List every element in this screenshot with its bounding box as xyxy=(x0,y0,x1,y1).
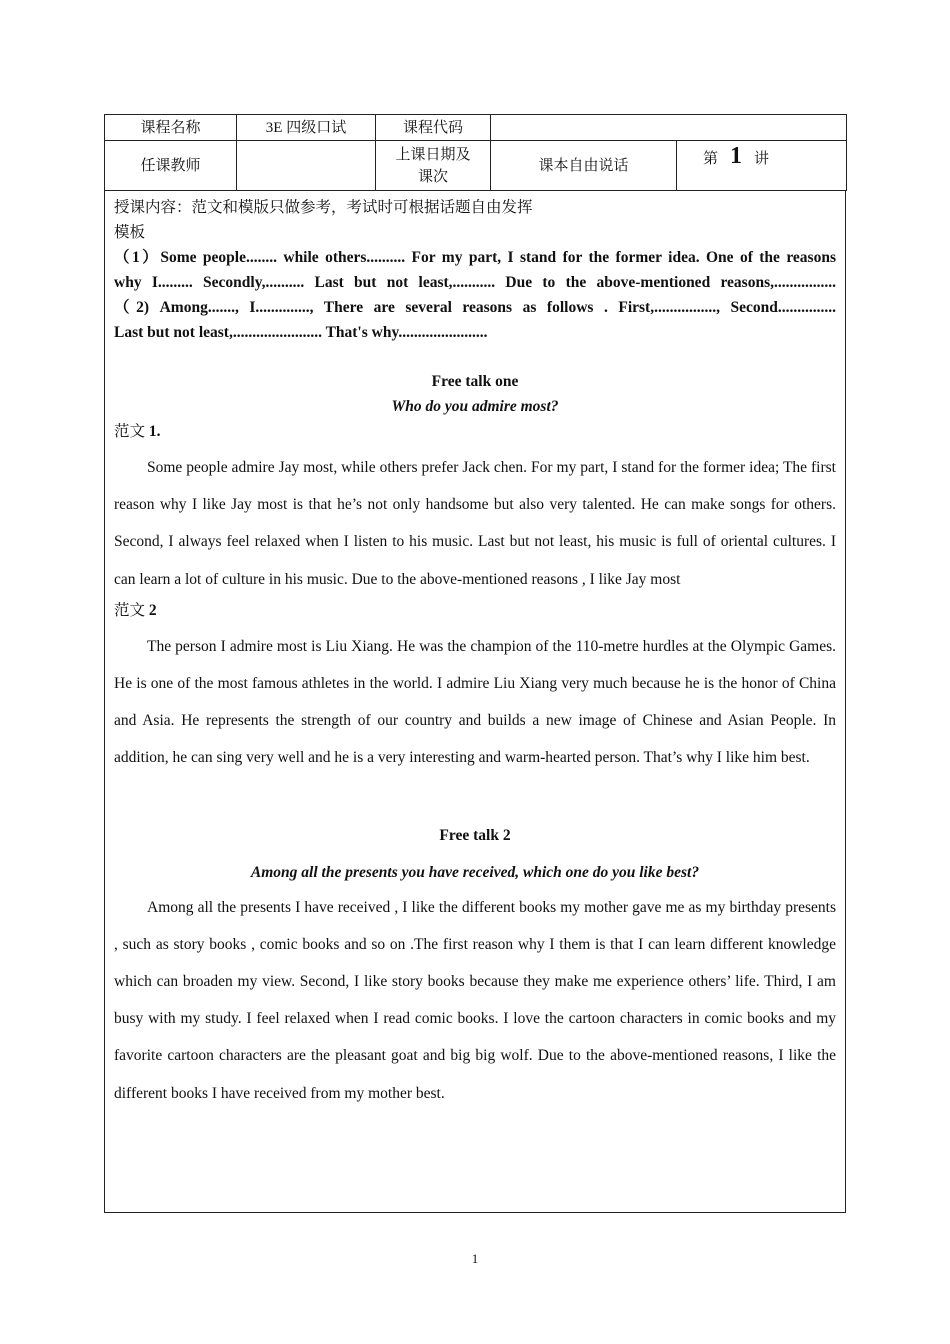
talk-2-title: Free talk 2 xyxy=(439,826,511,844)
sample-2-text: The person I admire most is Liu Xiang. He was the champion of the 110-metre hurdles at the Olympic Games. He is one of the most famous athletes in the world. I admire Liu Xiang very much because he is the honor of China and Asia. He represents the strength of our country and builds a new image of Chinese and Asian People. In addition, he can sing very well and he is a very interesting and warm-hearted person. That’s why I like him best. xyxy=(114,637,836,767)
course-code-label: 课程代码 xyxy=(376,115,491,141)
lecture-prefix: 第 xyxy=(703,151,721,167)
lesson-content-box xyxy=(104,191,846,1213)
template-2-line-1: （2) Among......., I.............., There are several reasons as follows . First,................, Second............... xyxy=(114,299,836,316)
sample-2-label: 范文 xyxy=(114,601,146,619)
talk-2-text: Among all the presents I have received , I like the different books my mother gave me as my birthday presents , such as story books , comic books and so on .The first reason why I them is that I can learn different knowledge which can broaden my view. Second, I like story books because they make me experience others’ life. Third, I am busy with my study. I feel relaxed when I read comic books. I love the cartoon characters in comic books and my favorite cartoon characters are the pleasant goat and big big wolf. Due to the above-mentioned reasons, I like the different books I have received from my mother best. xyxy=(114,898,836,1102)
lecture-suffix: 讲 xyxy=(754,151,772,167)
lecture-number xyxy=(677,141,847,191)
sample-2-number: 2 xyxy=(148,601,157,619)
lecture-number-value: 1 xyxy=(730,143,745,169)
sample-2-heading xyxy=(114,598,836,624)
page-number: 1 xyxy=(471,1251,479,1266)
sample-1-number: 1. xyxy=(148,423,161,440)
template-2-line-2: Last but not least,....................... That's why....................... xyxy=(114,324,488,341)
course-code-value xyxy=(491,115,847,141)
template-1-line-1: （1）Some people........ while others.......... For my part, I stand for the former idea. One of the reasons xyxy=(114,249,836,266)
course-name-label: 课程名称 xyxy=(105,115,237,141)
class-date-value: 课本自由说话 xyxy=(491,141,677,191)
talk-1-question: Who do you admire most? xyxy=(391,398,559,415)
template-1-line-2: why I......... Secondly,.......... Last but not least,........... Due to the above-mentioned reasons,................ xyxy=(114,274,836,291)
teacher-label: 任课教师 xyxy=(105,141,237,191)
course-name-value: 3E 四级口试 xyxy=(237,115,376,141)
talk-2-question: Among all the presents you have received, which one do you like best? xyxy=(250,863,700,881)
class-date-label: 上课日期及课次 xyxy=(376,141,491,191)
course-header-table xyxy=(104,114,847,191)
template-heading: 模板 xyxy=(114,224,146,241)
talk-1-title: Free talk one xyxy=(431,373,519,390)
sample-1-label: 范文 xyxy=(114,423,146,440)
sample-1-heading xyxy=(114,419,836,445)
lesson-content-line: 授课内容：范文和模版只做参考，考试时可根据话题自由发挥 xyxy=(114,199,533,216)
teacher-value xyxy=(237,141,376,191)
sample-1-text: Some people admire Jay most, while others prefer Jack chen. For my part, I stand for the former idea; The first reason why I like Jay most is that he’s not only handsome but also very talented. He can make songs for others. Second, I always feel relaxed when I listen to his music. Last but not least, his music is full of oriental cultures. I can learn a lot of culture in his music. Due to the above-mentioned reasons , I like Jay most xyxy=(114,459,836,588)
